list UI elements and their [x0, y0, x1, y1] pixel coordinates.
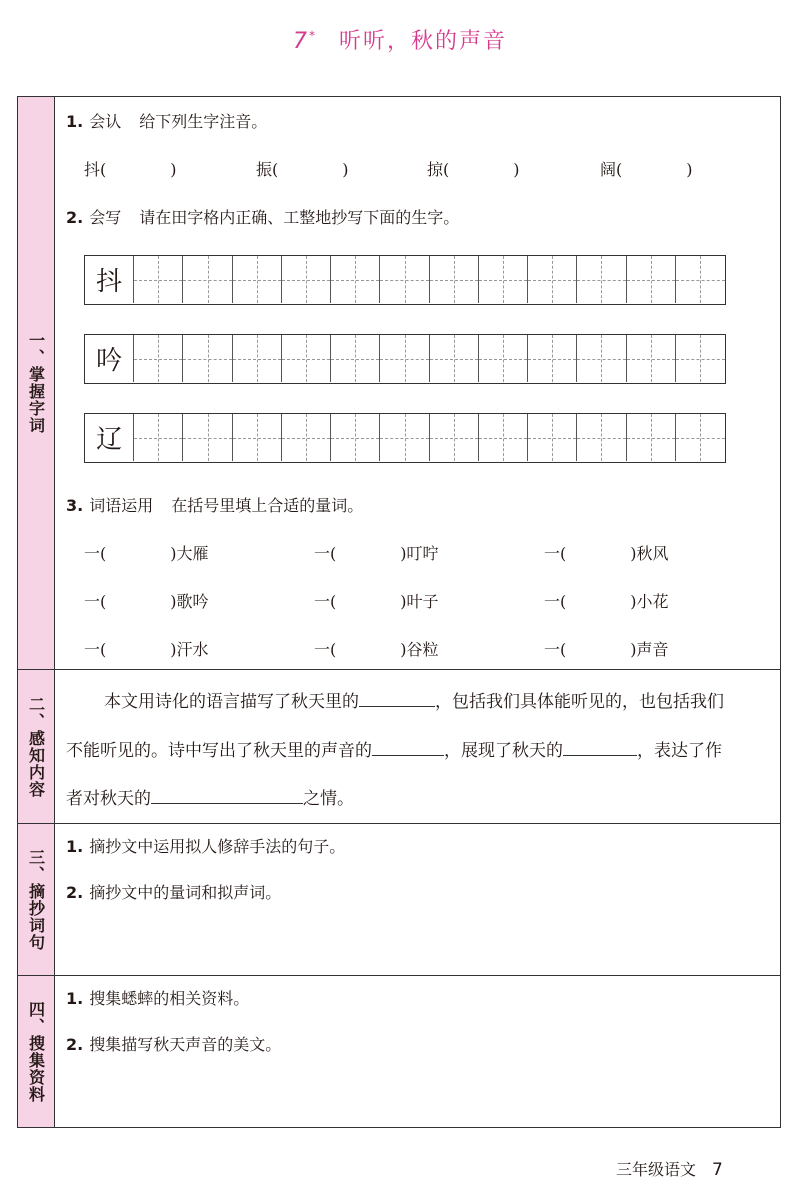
grid-cell[interactable]	[233, 335, 282, 382]
question-3: 3. 词语运用 在括号里填上合适的量词。	[66, 496, 364, 515]
measure-word-item[interactable]: 一( )小花	[544, 592, 669, 611]
grid-cell[interactable]	[331, 414, 380, 461]
question-2: 2. 会写 请在田字格内正确、工整地抄写下面的生字。	[66, 208, 460, 227]
section-label: 一、掌握字词	[18, 97, 55, 669]
grid-cell[interactable]	[528, 256, 577, 303]
measure-word-item[interactable]: 一( )声音	[544, 640, 669, 659]
grid-cell[interactable]	[577, 335, 626, 382]
section-label: 二、感知内容	[18, 670, 55, 823]
worksheet-table	[17, 96, 781, 1128]
measure-word-item[interactable]: 一( )汗水	[84, 640, 209, 659]
fill-blank[interactable]	[359, 688, 435, 707]
grade-label: 三年级语文	[616, 1160, 697, 1179]
fill-blank[interactable]	[151, 785, 303, 804]
section-master-words	[18, 97, 780, 670]
section-label: 四、搜集资料	[18, 976, 55, 1127]
section-label: 三、摘抄词句	[18, 824, 55, 975]
measure-word-item[interactable]: 一( )秋风	[544, 544, 669, 563]
grid-cell[interactable]	[430, 414, 479, 461]
section-collect	[18, 976, 780, 1127]
pinyin-item[interactable]: 掠( )	[427, 160, 520, 179]
grid-cell[interactable]	[282, 256, 331, 303]
page-title	[0, 24, 800, 55]
grid-cell[interactable]	[331, 335, 380, 382]
writing-grid-row	[84, 334, 726, 384]
grid-cell[interactable]	[627, 335, 676, 382]
grid-cell[interactable]	[528, 414, 577, 461]
pinyin-item[interactable]: 阔( )	[600, 160, 693, 179]
page-number: 7	[712, 1160, 723, 1180]
paragraph-line: 者对秋天的 之情。	[66, 784, 354, 809]
collect-q1: 1. 搜集蟋蟀的相关资料。	[66, 989, 250, 1008]
grid-cell[interactable]	[331, 256, 380, 303]
grid-cell[interactable]	[627, 256, 676, 303]
grid-cell[interactable]	[577, 414, 626, 461]
paragraph-line: 本文用诗化的语言描写了秋天里的 ，包括我们具体能听见的，也包括我们	[104, 687, 724, 712]
grid-cell[interactable]	[380, 414, 429, 461]
grid-cell[interactable]	[282, 414, 331, 461]
excerpt-q1: 1. 摘抄文中运用拟人修辞手法的句子。	[66, 837, 346, 856]
grid-cell[interactable]	[676, 335, 725, 382]
grid-cell[interactable]	[134, 335, 183, 382]
model-char: 抖	[85, 256, 134, 303]
page-footer	[616, 1157, 723, 1180]
pinyin-item[interactable]: 抖( )	[84, 160, 177, 179]
measure-word-item[interactable]: 一( )谷粒	[314, 640, 439, 659]
section-perceive-content	[18, 670, 780, 824]
grid-cell[interactable]	[528, 335, 577, 382]
grid-cell[interactable]	[676, 414, 725, 461]
model-char: 吟	[85, 335, 134, 382]
excerpt-q2: 2. 摘抄文中的量词和拟声词。	[66, 883, 282, 902]
model-char: 辽	[85, 414, 134, 461]
grid-cell[interactable]	[282, 335, 331, 382]
pinyin-item[interactable]: 振( )	[256, 160, 349, 179]
grid-cell[interactable]	[479, 414, 528, 461]
grid-cell[interactable]	[380, 335, 429, 382]
measure-word-item[interactable]: 一( )叮咛	[314, 544, 439, 563]
grid-cell[interactable]	[380, 256, 429, 303]
grid-cell[interactable]	[134, 414, 183, 461]
question-1: 1. 会认 给下列生字注音。	[66, 112, 268, 131]
grid-cell[interactable]	[183, 335, 232, 382]
measure-word-item[interactable]: 一( )大雁	[84, 544, 209, 563]
writing-grid-row	[84, 413, 726, 463]
collect-q2: 2. 搜集描写秋天声音的美文。	[66, 1035, 282, 1054]
grid-cell[interactable]	[676, 256, 725, 303]
grid-cell[interactable]	[430, 335, 479, 382]
fill-blank[interactable]	[563, 737, 637, 756]
paragraph-line: 不能听见的。诗中写出了秋天里的声音的 ，展现了秋天的 ，表达了作	[66, 736, 722, 761]
lesson-title: 听听，秋的声音	[338, 29, 507, 54]
measure-word-item[interactable]: 一( )歌吟	[84, 592, 209, 611]
grid-cell[interactable]	[479, 335, 528, 382]
grid-cell[interactable]	[233, 256, 282, 303]
section-excerpt	[18, 824, 780, 976]
writing-grid-row	[84, 255, 726, 305]
lesson-number: 7*	[292, 28, 317, 54]
grid-cell[interactable]	[183, 414, 232, 461]
grid-cell[interactable]	[183, 256, 232, 303]
grid-cell[interactable]	[627, 414, 676, 461]
grid-cell[interactable]	[577, 256, 626, 303]
grid-cell[interactable]	[134, 256, 183, 303]
fill-blank[interactable]	[372, 737, 444, 756]
measure-word-item[interactable]: 一( )叶子	[314, 592, 439, 611]
grid-cell[interactable]	[479, 256, 528, 303]
grid-cell[interactable]	[233, 414, 282, 461]
grid-cell[interactable]	[430, 256, 479, 303]
